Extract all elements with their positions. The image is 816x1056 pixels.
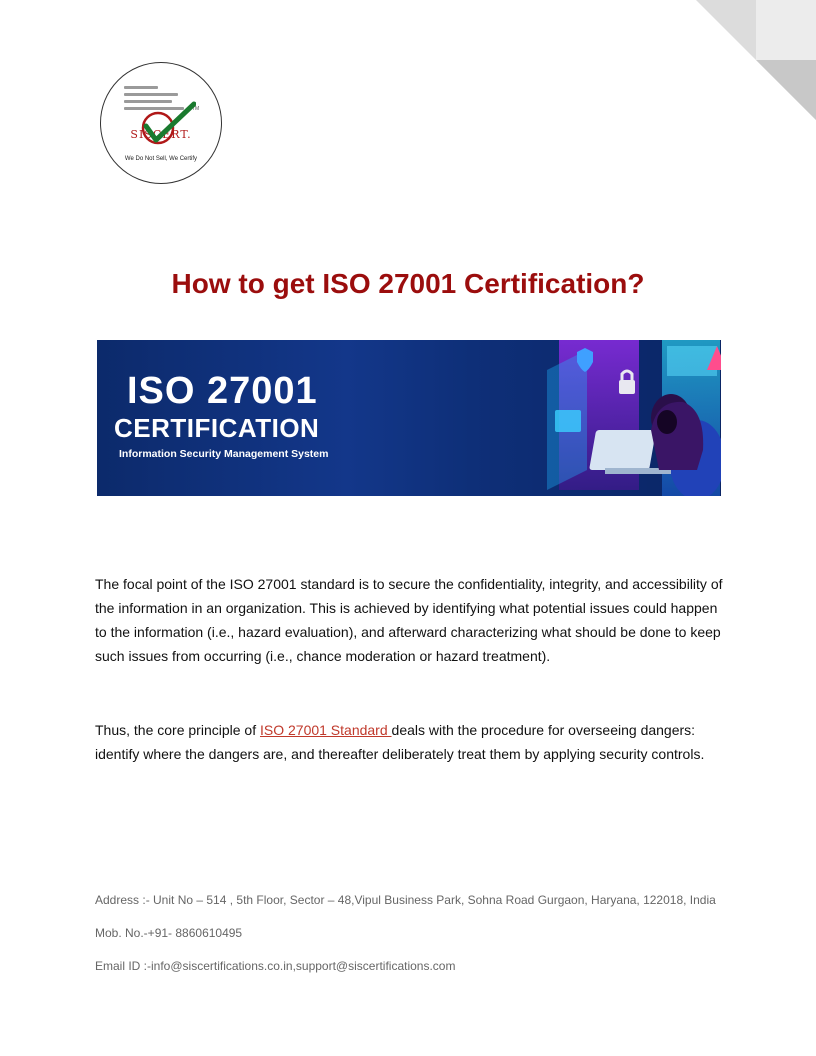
iso-27001-standard-link[interactable]: ISO 27001 Standard <box>259 722 392 738</box>
company-logo <box>100 62 222 184</box>
footer-email: Email ID :-info@siscertifications.co.in,support@siscertifications.com <box>95 959 456 973</box>
logo-tagline: We Do Not Sell, We Certify <box>124 156 198 162</box>
page-title: How to get ISO 27001 Certification? <box>171 268 645 299</box>
banner-title: ISO 27001 <box>127 370 318 412</box>
checkmark-icon <box>136 100 196 150</box>
banner-caption: Information Security Management System <box>119 448 329 460</box>
footer-mobile: Mob. No.-+91- 8860610495 <box>95 926 243 940</box>
body-paragraph-2 <box>95 718 725 766</box>
corner-fold-decoration <box>696 0 816 120</box>
logo-trademark: TM <box>192 106 200 112</box>
paragraph-2-lead: Thus, the core principle of <box>95 722 260 738</box>
body-paragraph-1: The focal point of the ISO 27001 standard is to secure the confidentiality, integrity, and accessibility of the information in an organization. This is achieved by identifying what potential issues could happen to the information (i.e., hazard evaluation), and afterward characterizing what should be done to keep such issues from occurring (i.e., chance moderation or hazard treatment). <box>95 576 723 664</box>
logo-brand: SISCERT. <box>130 128 192 141</box>
banner-subtitle: CERTIFICATION <box>114 413 320 443</box>
paragraph-2-rest: deals with the procedure for overseeing dangers: identify where the dangers are, and thereafter deliberately treat them by applying security controls. <box>95 722 705 762</box>
footer-address: Address :- Unit No – 514 , 5th Floor, Sector – 48,Vipul Business Park, Sohna Road Gurgaon, Haryana, 122018, India <box>95 893 716 907</box>
hacker-laptop-illustration <box>447 340 721 496</box>
iso-banner-image <box>97 340 721 496</box>
